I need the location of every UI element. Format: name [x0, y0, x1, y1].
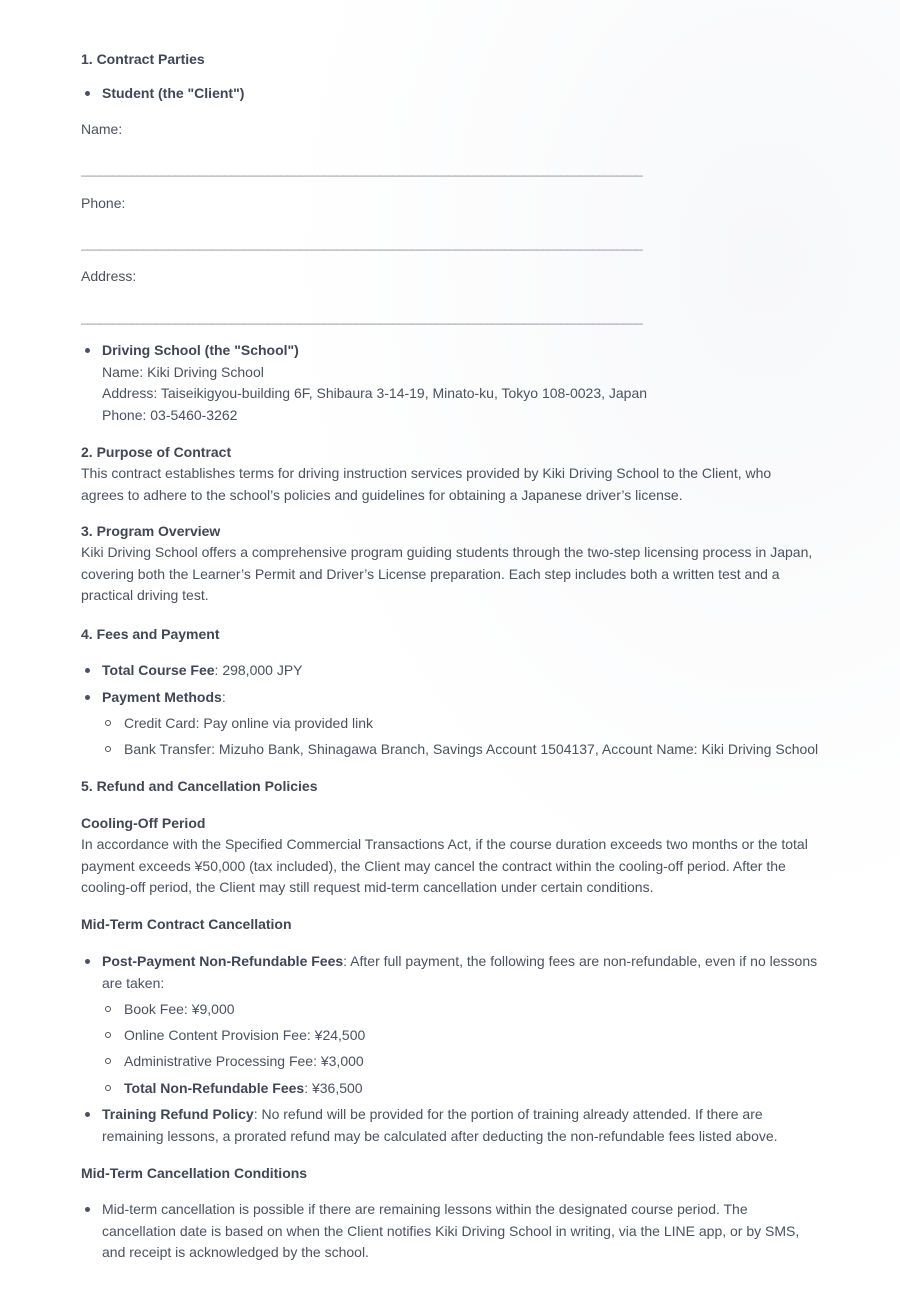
list-item: Bank Transfer: Mizuho Bank, Shinagawa Branch, Savings Account 1504137, Account Name: Kiki Driving School — [81, 739, 861, 760]
cooling-off-heading: Cooling-Off Period — [81, 815, 206, 831]
section-3 — [81, 521, 861, 607]
list-item — [81, 951, 861, 994]
post-payment-list — [81, 951, 861, 994]
fee-sublist — [81, 1051, 861, 1072]
list-item — [81, 1199, 861, 1264]
student-list — [81, 83, 244, 105]
phone-field[interactable]: __________________________________________________________________________________________ — [81, 236, 642, 251]
list-item — [81, 660, 841, 682]
section-3-heading: 3. Program Overview — [81, 523, 221, 539]
condition-line: and receipt is acknowledged by the school. — [102, 1244, 369, 1260]
total-non-refundable-label: Total Non-Refundable Fees — [124, 1080, 305, 1096]
section-3-line: covering both the Learner’s Permit and Driver’s License preparation. Each step includes both a written test and a — [81, 565, 780, 582]
school-list — [81, 340, 821, 426]
refund-policy-list — [81, 1104, 861, 1147]
condition-line: cancellation date is based on when the Client notifies Kiki Driving School in writing, via the LINE app, or by SMS, — [102, 1222, 800, 1239]
payment-methods-colon: : — [221, 689, 226, 705]
phone-label: Phone: — [81, 195, 126, 211]
section-4-heading: 4. Fees and Payment — [81, 626, 220, 642]
total-fee-label: Total Course Fee — [102, 662, 215, 678]
fees-list — [81, 660, 841, 682]
school-address: Address: Taiseikigyou-building 6F, Shibaura 3-14-19, Minato-ku, Tokyo 108-0023, Japan — [102, 385, 648, 401]
total-fee-value: : 298,000 JPY — [214, 662, 303, 678]
cooling-off-block — [81, 813, 861, 899]
payment-methods-label: Payment Methods — [102, 689, 222, 705]
address-label: Address: — [81, 268, 137, 284]
list-item: Credit Card: Pay online via provided link — [81, 713, 861, 734]
conditions-heading: Mid-Term Cancellation Conditions — [81, 1165, 308, 1181]
list-item — [81, 687, 841, 709]
cooling-off-line: cooling-off period, the Client may still request mid-term cancellation under certain conditions. — [81, 879, 654, 895]
address-field[interactable]: __________________________________________________________________________________________ — [81, 310, 642, 325]
condition-line: Mid-term cancellation is possible if there are remaining lessons within the designated course period. The — [102, 1201, 748, 1217]
total-non-refundable-value: : ¥36,500 — [304, 1080, 363, 1096]
payment-method-sublist — [81, 713, 861, 734]
fee-sublist — [81, 1025, 861, 1046]
list-item — [81, 1104, 861, 1147]
post-payment-text: are taken: — [102, 974, 165, 991]
cooling-off-line: payment exceeds ¥50,000 (tax included), the Client may cancel the contract within the cooling-off period. After the — [81, 857, 786, 874]
refund-policy-text: remaining lessons, a prorated refund may be calculated after deducting the non-refundable fees listed above. — [102, 1127, 778, 1144]
list-item: Online Content Provision Fee: ¥24,500 — [81, 1025, 861, 1046]
list-item — [81, 1078, 861, 1099]
school-label: Driving School (the "School") — [102, 342, 299, 358]
section-2 — [81, 442, 841, 506]
name-label: Name: — [81, 121, 123, 137]
midterm-heading: Mid-Term Contract Cancellation — [81, 916, 292, 932]
post-payment-text: : After full payment, the following fees are non-refundable, even if no lessons — [343, 953, 818, 969]
conditions-list — [81, 1199, 861, 1264]
name-field[interactable]: __________________________________________________________________________________________ — [81, 162, 642, 177]
cooling-off-line: In accordance with the Specified Commercial Transactions Act, if the course duration exceeds two months or the total — [81, 836, 808, 852]
section-2-line: This contract establishes terms for driving instruction services provided by Kiki Driving School to the Client, who — [81, 465, 772, 481]
list-item: Administrative Processing Fee: ¥3,000 — [81, 1051, 861, 1072]
fee-sublist — [81, 999, 861, 1020]
student-label: Student (the "Client") — [102, 85, 245, 101]
section-5-heading: 5. Refund and Cancellation Policies — [81, 778, 318, 794]
payment-methods-list — [81, 687, 841, 709]
refund-policy-label: Training Refund Policy — [102, 1106, 254, 1122]
post-payment-label: Post-Payment Non-Refundable Fees — [102, 953, 344, 969]
list-item — [81, 83, 244, 105]
payment-method-sublist — [81, 739, 861, 760]
school-phone: Phone: 03-5460-3262 — [102, 406, 238, 423]
list-item: Book Fee: ¥9,000 — [81, 999, 861, 1020]
fee-sublist — [81, 1078, 861, 1099]
section-2-heading: 2. Purpose of Contract — [81, 444, 232, 460]
refund-policy-text: : No refund will be provided for the portion of training already attended. If there are — [253, 1106, 763, 1122]
section-3-line: practical driving test. — [81, 587, 209, 603]
section-3-line: Kiki Driving School offers a comprehensive program guiding students through the two-step licensing process in Japan, — [81, 544, 813, 560]
section-2-line: agrees to adhere to the school’s policies and guidelines for obtaining a Japanese driver’s license. — [81, 486, 683, 503]
school-name: Name: Kiki Driving School — [102, 363, 264, 380]
section-1-heading: 1. Contract Parties — [81, 51, 205, 67]
list-item — [81, 340, 821, 426]
